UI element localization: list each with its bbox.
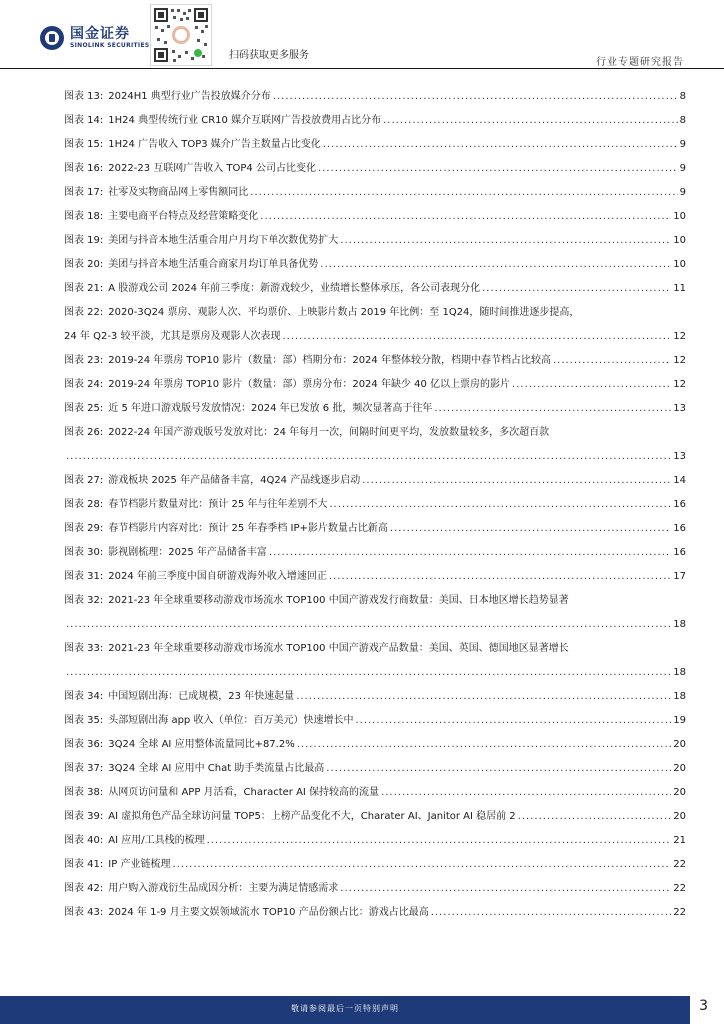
toc-entry-page: 22	[673, 859, 686, 870]
toc-entry-text: 2024 年 1-9 月主要文娱领域流水 TOP10 产品份额占比：游戏占比最高	[108, 907, 429, 918]
toc-entry-text: 从网页访问量和 APP 月活看，Character AI 保持较高的流量	[108, 787, 380, 798]
toc-entry[interactable]	[64, 522, 686, 546]
toc-entry-page: 10	[673, 211, 686, 222]
toc-entry[interactable]	[64, 738, 686, 762]
toc-entry-page: 14	[673, 475, 686, 486]
toc-entry-label: 图表 16:	[64, 163, 104, 174]
toc-entry-text: 中国短剧出海：已成规模，23 年快速起量	[108, 691, 295, 702]
company-logo	[40, 26, 149, 50]
toc-entry-title	[64, 138, 321, 151]
toc-leader-dots	[383, 114, 678, 127]
toc-entry-label: 图表 33:	[64, 643, 104, 654]
toc-entry-page: 20	[673, 811, 686, 822]
toc-entry-continuation	[64, 330, 686, 354]
toc-entry-label: 图表 29:	[64, 523, 104, 534]
toc-entry-page: 11	[673, 283, 686, 294]
toc-entry-title	[64, 282, 480, 295]
toc-entry-title	[64, 810, 516, 823]
toc-entry-page: 10	[673, 235, 686, 246]
toc-entry-label: 图表 13:	[64, 91, 104, 102]
report-type-label: 行业专题研究报告	[596, 57, 684, 68]
toc-leader-dots	[512, 378, 671, 391]
toc-entry-text: 头部短剧出海 app 收入（单位：百万美元）快速增长中	[108, 715, 354, 726]
toc-leader-dots	[282, 330, 671, 343]
toc-leader-dots	[340, 882, 671, 895]
toc-entry-text: AI 应用/工具栈的梳理	[108, 835, 205, 846]
toc-entry-label: 图表 23:	[64, 355, 104, 366]
toc-leader-dots	[273, 90, 678, 103]
toc-leader-dots	[553, 354, 671, 367]
toc-leader-dots	[260, 210, 671, 223]
toc-entry[interactable]	[64, 786, 686, 810]
toc-entry-label: 图表 38:	[64, 787, 104, 798]
toc-entry[interactable]	[64, 90, 686, 114]
toc-entry-text: 主要电商平台特点及经营策略变化	[108, 211, 259, 222]
toc-entry-label: 图表 26:	[64, 427, 104, 438]
toc-entry-title	[64, 234, 338, 247]
toc-entry-title	[64, 714, 353, 727]
toc-entry-page: 13	[673, 451, 686, 462]
toc-entry-label: 图表 43:	[64, 907, 104, 918]
toc-entry-label: 图表 22:	[64, 307, 104, 318]
toc-entry-text: 社零及实物商品网上零售额同比	[108, 187, 249, 198]
toc-entry-text: 1H24 典型传统行业 CR10 媒介互联网广告投放费用占比分布	[108, 115, 382, 126]
toc-entry-page: 16	[673, 547, 686, 558]
toc-entry-text: 2019-24 年票房 TOP10 影片（数量：部）档期分布：2024 年整体较分散，档期中春节档占比较高	[108, 355, 551, 366]
toc-entry[interactable]	[64, 594, 686, 642]
toc-entry[interactable]	[64, 762, 686, 786]
toc-entry[interactable]	[64, 426, 686, 474]
page-number: 3	[699, 998, 708, 1014]
toc-leader-dots	[434, 402, 671, 415]
toc-entry-title	[64, 522, 388, 535]
toc-entry-title	[64, 738, 295, 751]
toc-entry[interactable]	[64, 186, 686, 210]
toc-entry[interactable]	[64, 210, 686, 234]
toc-entry-page: 16	[673, 523, 686, 534]
toc-entry-label: 图表 30:	[64, 547, 104, 558]
toc-entry-text: 3Q24 全球 AI 应用整体流量同比+87.2%	[108, 739, 295, 750]
toc-entry-page: 9	[679, 187, 686, 198]
toc-entry-label: 图表 27:	[64, 475, 104, 486]
toc-entry-title	[64, 186, 248, 199]
toc-entry-title	[64, 114, 381, 127]
toc-entry-text: 近 5 年进口游戏版号发放情况：2024 年已发放 6 批，频次显著高于往年	[108, 403, 433, 414]
toc-entry-text: 2020-3Q24 票房、观影人次、平均票价、上映影片数占 2019 年比例：至 1Q24，随时间推进逐步提高，	[108, 307, 580, 318]
toc-leader-dots	[390, 522, 671, 535]
toc-entry-page: 21	[673, 835, 686, 846]
toc-leader-dots	[431, 906, 672, 919]
toc-entry-title	[64, 858, 170, 871]
toc-entry-page: 22	[673, 907, 686, 918]
toc-entry-text: 春节档影片数量对比：预计 25 年与往年差别不大	[108, 499, 328, 510]
toc-entry-text: 春节档影片内容对比：预计 25 年春季档 IP+影片数量占比新高	[108, 523, 388, 534]
page-header	[0, 0, 724, 70]
toc-entry-title	[64, 786, 379, 799]
toc-entry-title	[64, 642, 686, 666]
qr-code-icon[interactable]	[150, 4, 212, 66]
toc-entry-page: 9	[679, 139, 686, 150]
toc-leader-dots	[172, 858, 671, 871]
toc-entry[interactable]	[64, 162, 686, 186]
toc-leader-dots	[318, 162, 678, 175]
toc-entry-title	[64, 426, 686, 450]
toc-entry-label: 图表 19:	[64, 235, 104, 246]
toc-leader-dots	[482, 282, 671, 295]
toc-entry-page: 9	[679, 163, 686, 174]
toc-entry-text: 1H24 广告收入 TOP3 媒介广告主数量占比变化	[108, 139, 321, 150]
toc-entry-continuation	[64, 618, 686, 642]
toc-entry-text: 2019-24 年票房 TOP10 影片（数量：部）票房分布：2024 年缺少 40 亿以上票房的影片	[108, 379, 511, 390]
toc-entry-title	[64, 570, 327, 583]
toc-entry-page: 12	[673, 355, 686, 366]
toc-entry-page: 18	[673, 667, 686, 678]
logo-english-name: SINOLINK SECURITIES	[70, 41, 150, 49]
toc-entry-title	[64, 834, 205, 847]
toc-entry-text: A 股游戏公司 2024 年前三季度：新游戏较少，业绩增长整体承压，各公司表现分化	[108, 283, 481, 294]
toc-entry-label: 图表 14:	[64, 115, 104, 126]
toc-entry-text: 2024 年前三季度中国自研游戏海外收入增速回正	[108, 571, 327, 582]
toc-leader-dots	[326, 762, 671, 775]
toc-leader-dots	[320, 258, 671, 271]
toc-entry[interactable]	[64, 306, 686, 354]
toc-entry-text: 美团与抖音本地生活重合用户月均下单次数优势扩大	[108, 235, 339, 246]
toc-entry-page: 17	[673, 571, 686, 582]
toc-entry-page: 13	[673, 403, 686, 414]
toc-entry[interactable]	[64, 858, 686, 882]
toc-leader-dots	[362, 474, 671, 487]
toc-entry[interactable]	[64, 378, 686, 402]
toc-leader-dots	[296, 690, 671, 703]
toc-entry-label: 图表 31:	[64, 571, 104, 582]
toc-entry[interactable]	[64, 282, 686, 306]
toc-entry-continuation	[64, 666, 686, 690]
toc-entry-text: 2024H1 典型行业广告投放媒介分布	[108, 91, 271, 102]
toc-entry[interactable]	[64, 402, 686, 426]
toc-entry-label: 图表 35:	[64, 715, 104, 726]
toc-entry-title	[64, 594, 686, 618]
toc-entry-page: 20	[673, 763, 686, 774]
toc-entry[interactable]	[64, 234, 686, 258]
toc-entry[interactable]	[64, 258, 686, 282]
toc-leader-dots	[297, 738, 672, 751]
toc-leader-dots	[355, 714, 671, 727]
toc-leader-dots	[329, 498, 671, 511]
toc-leader-dots	[207, 834, 672, 847]
toc-entry-text: 用户购入游戏衍生品成因分析：主要为满足情感需求	[108, 883, 339, 894]
toc-entry-label: 图表 32:	[64, 595, 104, 606]
toc-entry-title	[64, 498, 327, 511]
toc-entry[interactable]	[64, 354, 686, 378]
toc-entry-page: 8	[679, 115, 686, 126]
toc-entry-text: 2022-24 年国产游戏版号发放对比：24 年每月一次，间隔时间更平均，发放数量较多，多次超百款	[108, 427, 550, 438]
toc-entry-label: 图表 25:	[64, 403, 104, 414]
toc-entry-label: 图表 40:	[64, 835, 104, 846]
toc-entry-text: AI 虚拟角色产品全球访问量 TOP5：上榜产品变化不大，Charater AI、Janitor AI 稳居前 2	[108, 811, 516, 822]
toc-entry-text: 2022-23 互联网广告收入 TOP4 公司占比变化	[108, 163, 316, 174]
toc-entry-page: 20	[673, 739, 686, 750]
toc-entry-text: 游戏板块 2025 年产品储备丰富，4Q24 产品线逐步启动	[108, 475, 361, 486]
toc-entry-label: 图表 15:	[64, 139, 104, 150]
toc-entry-text: 3Q24 全球 AI 应用中 Chat 助手类流量占比最高	[108, 763, 325, 774]
toc-entry-page: 16	[673, 499, 686, 510]
toc-leader-dots	[250, 186, 677, 199]
toc-entry-text-cont: 24 年 Q2-3 较平淡，尤其是票房及观影人次表现	[64, 331, 281, 342]
toc-entry-title	[64, 546, 267, 559]
toc-entry[interactable]	[64, 882, 686, 906]
toc-entry[interactable]	[64, 498, 686, 522]
toc-entry-title	[64, 378, 510, 391]
toc-entry[interactable]	[64, 642, 686, 690]
toc-entry-title	[64, 762, 324, 775]
qr-caption: 扫码获取更多服务	[229, 50, 309, 61]
toc-entry[interactable]	[64, 546, 686, 570]
toc-entry-label: 图表 39:	[64, 811, 104, 822]
toc-entry-label: 图表 42:	[64, 883, 104, 894]
toc-entry-text: 2021-23 年全球重要移动游戏市场流水 TOP100 中国产游戏产品数量：美国、英国、德国地区显著增长	[108, 643, 569, 654]
toc-entry[interactable]	[64, 570, 686, 594]
toc-entry-title	[64, 906, 429, 919]
logo-chinese-name: 国金证券	[70, 25, 130, 42]
header-divider	[0, 68, 724, 69]
sinolink-logo-icon	[40, 26, 64, 50]
footer-disclaimer: 敬请参阅最后一页特别声明	[291, 1004, 399, 1013]
toc-entry-title	[64, 210, 258, 223]
toc-entry-text: IP 产业链梳理	[108, 859, 171, 870]
toc-entry-label: 图表 24:	[64, 379, 104, 390]
toc-entry-page: 19	[673, 715, 686, 726]
toc-entry-page: 18	[673, 691, 686, 702]
toc-entry-page: 12	[673, 331, 686, 342]
toc-entry-label: 图表 28:	[64, 499, 104, 510]
toc-leader-dots	[269, 546, 671, 559]
toc-entry-title	[64, 306, 686, 330]
toc-leader-dots	[340, 234, 671, 247]
toc-entry-title	[64, 354, 551, 367]
toc-entry-page: 8	[679, 91, 686, 102]
toc-entry-label: 图表 17:	[64, 187, 104, 198]
toc-entry-label: 图表 41:	[64, 859, 104, 870]
toc-leader-dots	[323, 138, 678, 151]
toc-entry-title	[64, 162, 316, 175]
toc-entry-label: 图表 20:	[64, 259, 104, 270]
toc-leader-dots	[66, 450, 671, 463]
figure-list	[64, 90, 686, 930]
toc-entry-title	[64, 882, 338, 895]
toc-entry-page: 18	[673, 619, 686, 630]
toc-entry-text: 2021-23 年全球重要移动游戏市场流水 TOP100 中国产游戏发行商数量：美国、日本地区增长趋势显著	[108, 595, 569, 606]
toc-entry-label: 图表 18:	[64, 211, 104, 222]
toc-entry[interactable]	[64, 810, 686, 834]
toc-entry-label: 图表 34:	[64, 691, 104, 702]
toc-entry[interactable]	[64, 714, 686, 738]
toc-leader-dots	[329, 570, 671, 583]
toc-leader-dots	[518, 810, 672, 823]
toc-entry[interactable]	[64, 474, 686, 498]
toc-entry-page: 12	[673, 379, 686, 390]
toc-leader-dots	[381, 786, 671, 799]
toc-entry-title	[64, 474, 360, 487]
toc-entry-label: 图表 21:	[64, 283, 104, 294]
toc-entry-page: 22	[673, 883, 686, 894]
toc-leader-dots	[66, 666, 671, 679]
toc-entry-text: 影视剧梳理：2025 年产品储备丰富	[108, 547, 267, 558]
toc-entry-label: 图表 37:	[64, 763, 104, 774]
toc-entry-title	[64, 690, 294, 703]
toc-entry-page: 20	[673, 787, 686, 798]
toc-entry-label: 图表 36:	[64, 739, 104, 750]
toc-entry[interactable]	[64, 834, 686, 858]
toc-entry[interactable]	[64, 906, 686, 930]
toc-entry-title	[64, 402, 432, 415]
toc-entry-continuation	[64, 450, 686, 474]
toc-entry[interactable]	[64, 690, 686, 714]
toc-entry[interactable]	[64, 138, 686, 162]
toc-entry-title	[64, 90, 271, 103]
toc-entry-text: 美团与抖音本地生活重合商家月均订单具备优势	[108, 259, 319, 270]
toc-entry-page: 10	[673, 259, 686, 270]
toc-entry[interactable]	[64, 114, 686, 138]
toc-entry-title	[64, 258, 318, 271]
toc-leader-dots	[66, 618, 671, 631]
